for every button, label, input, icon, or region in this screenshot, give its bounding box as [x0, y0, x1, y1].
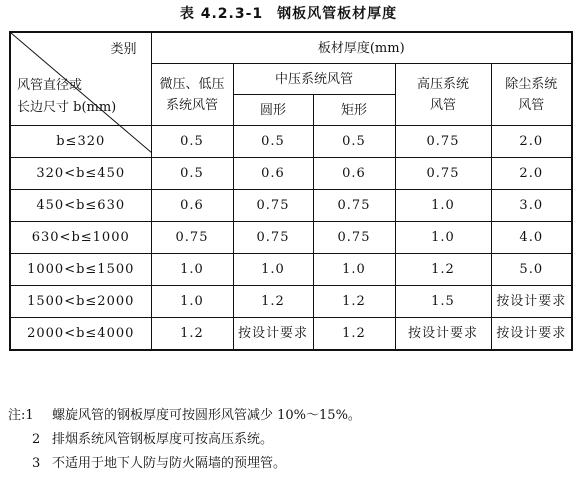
note-item	[8, 404, 361, 428]
col-high-line2: 风管	[429, 97, 456, 113]
value-cell: 1.0	[395, 222, 491, 254]
category-header-cell	[10, 32, 151, 126]
value-cell: 1.5	[395, 286, 491, 318]
value-cell: 0.6	[151, 190, 233, 222]
note-text: 排烟系统风管钢板厚度可按高压系统。	[52, 432, 274, 447]
value-cell: 1.2	[233, 286, 313, 318]
table-row	[10, 318, 572, 351]
note-text: 不适用于地下人防与防火隔墙的预埋管。	[52, 456, 287, 471]
value-cell: 1.2	[395, 254, 491, 286]
value-cell: 1.2	[313, 318, 395, 351]
col-dust-line1: 除尘系统	[505, 76, 558, 92]
col-low-pressure-header	[151, 64, 233, 126]
value-cell: 2.0	[491, 126, 572, 158]
value-cell: 0.75	[313, 190, 395, 222]
note-number: 2	[32, 432, 41, 447]
value-cell: 0.75	[395, 158, 491, 190]
table-number: 表 4.2.3-1	[179, 6, 264, 22]
value-cell: 0.5	[233, 126, 313, 158]
row-axis-label-line2: 长边尺寸 b(mm)	[17, 100, 117, 115]
value-cell: 0.5	[151, 158, 233, 190]
value-cell: 0.75	[313, 222, 395, 254]
value-cell: 0.75	[233, 190, 313, 222]
notes-prefix	[8, 404, 52, 428]
value-cell: 1.0	[313, 254, 395, 286]
steel-thickness-table	[9, 31, 573, 351]
thickness-header: 板材厚度(mm)	[151, 32, 572, 64]
col-low-line1: 微压、低压	[159, 76, 225, 92]
value-cell: 0.75	[151, 222, 233, 254]
table-title-text: 钢板风管板材厚度	[277, 6, 398, 22]
value-cell: 0.5	[313, 126, 395, 158]
note-item	[8, 452, 361, 476]
value-cell: 3.0	[491, 190, 572, 222]
note-indent	[8, 452, 52, 476]
value-cell: 按设计要求	[395, 318, 491, 351]
col-high-line1: 高压系统	[416, 76, 469, 92]
value-cell: 1.2	[151, 318, 233, 351]
size-cell: 1000<b≤1500	[10, 254, 151, 286]
note-text: 螺旋风管的钢板厚度可按圆形风管减少 10%～15%。	[52, 408, 361, 423]
table-row	[10, 286, 572, 318]
note-number: 1	[25, 408, 34, 423]
value-cell: 1.2	[313, 286, 395, 318]
value-cell: 4.0	[491, 222, 572, 254]
category-label: 类别	[110, 42, 137, 57]
row-axis-label-line1: 风管直径或	[17, 78, 83, 93]
note-number: 3	[32, 456, 41, 471]
col-low-line2: 系统风管	[165, 97, 218, 113]
col-high-pressure-header	[395, 64, 491, 126]
value-cell: 按设计要求	[491, 286, 572, 318]
value-cell: 按设计要求	[233, 318, 313, 351]
table-notes	[8, 404, 361, 476]
value-cell: 0.6	[233, 158, 313, 190]
col-mid-pressure-header: 中压系统风管	[233, 64, 395, 95]
table-title	[0, 3, 577, 23]
value-cell: 0.5	[151, 126, 233, 158]
size-cell: 2000<b≤4000	[10, 318, 151, 351]
value-cell: 1.0	[395, 190, 491, 222]
col-dust-header	[491, 64, 572, 126]
col-rect-header: 矩形	[313, 95, 395, 126]
table-row	[10, 158, 572, 190]
size-cell: 1500<b≤2000	[10, 286, 151, 318]
notes-prefix-text: 注:	[8, 408, 26, 423]
row-axis-label	[17, 75, 116, 119]
size-cell: 450<b≤630	[10, 190, 151, 222]
value-cell: 1.0	[151, 286, 233, 318]
col-round-header: 圆形	[233, 95, 313, 126]
value-cell: 0.6	[313, 158, 395, 190]
note-indent	[8, 428, 52, 452]
value-cell: 按设计要求	[491, 318, 572, 351]
size-cell: 320<b≤450	[10, 158, 151, 190]
value-cell: 1.0	[151, 254, 233, 286]
value-cell: 0.75	[233, 222, 313, 254]
value-cell: 0.75	[395, 126, 491, 158]
size-cell: b≤320	[10, 126, 151, 158]
value-cell: 2.0	[491, 158, 572, 190]
size-cell: 630<b≤1000	[10, 222, 151, 254]
value-cell: 1.0	[233, 254, 313, 286]
table-row	[10, 222, 572, 254]
value-cell: 5.0	[491, 254, 572, 286]
col-dust-line2: 风管	[518, 97, 545, 113]
table-row	[10, 254, 572, 286]
note-item	[8, 428, 361, 452]
table-row	[10, 190, 572, 222]
